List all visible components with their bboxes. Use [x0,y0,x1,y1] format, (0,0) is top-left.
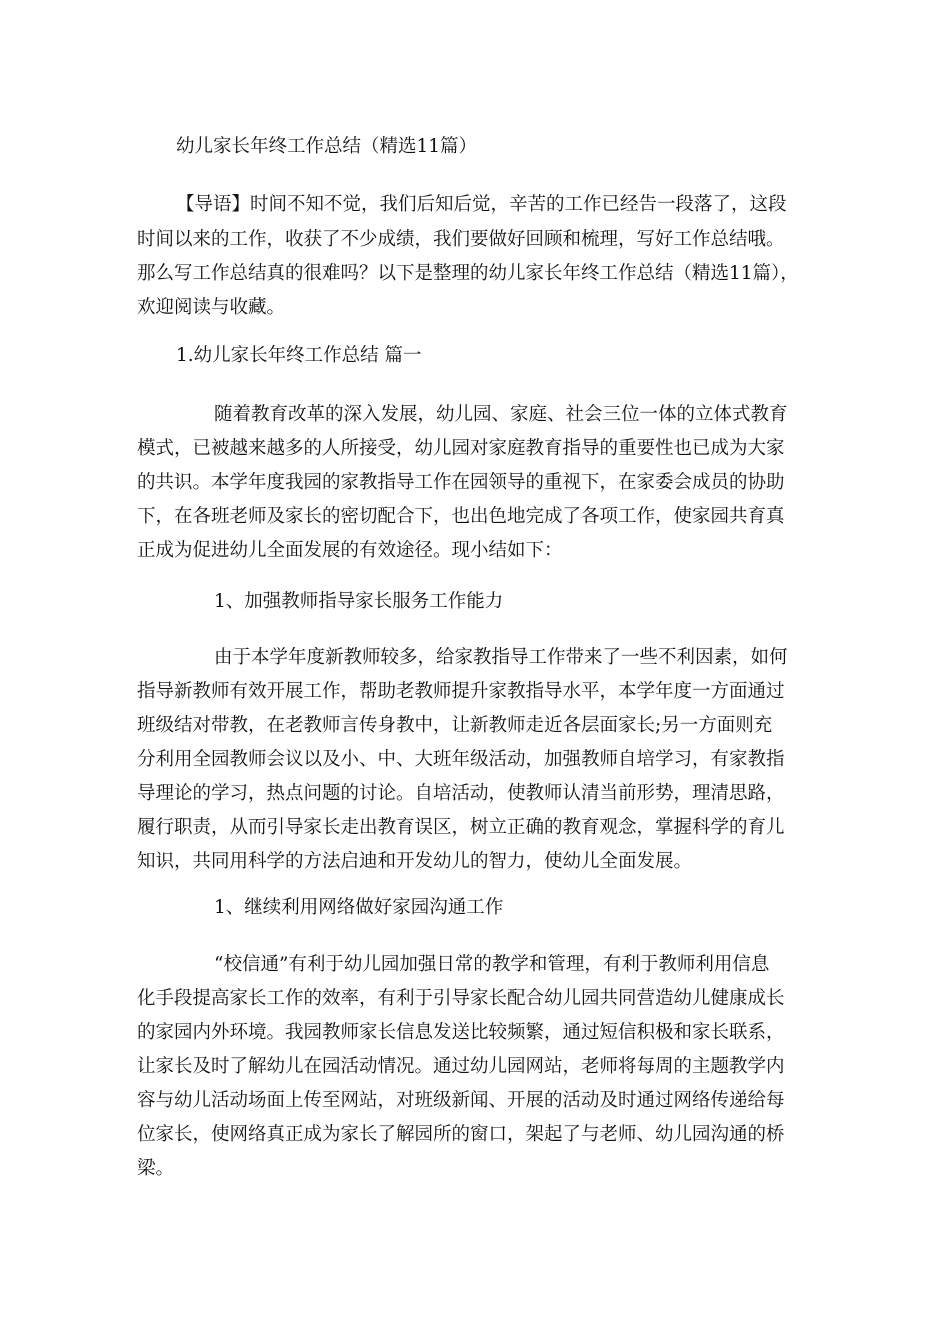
intro-line: 那么写工作总结真的很难吗？以下是整理的幼儿家长年终工作总结（精选11篇）， [137,263,799,284]
paragraph-line: 让家长及时了解幼儿在园活动情况。通过幼儿园网站，老师将每周的主题教学内 [137,1056,785,1077]
paragraph-line: 模式，已被越来越多的人所接受，幼儿园对家庭教育指导的重要性也已成为大家 [137,438,785,459]
paragraph-line: 导理论的学习，热点问题的讨论。自培活动，使教师认清当前形势，理清思路， [137,783,785,804]
paragraph-line: 的共识。本学年度我园的家教指导工作在园领导的重视下，在家委会成员的协助 [137,472,785,493]
paragraph-line: 知识，共同用科学的方法启迪和开发幼儿的智力，使幼儿全面发展。 [137,851,693,872]
paragraph-line: 容与幼儿活动场面上传至网站，对班级新闻、开展的活动及时通过网络传递给每 [137,1090,785,1111]
intro-line: 【导语】时间不知不觉，我们后知后觉，辛苦的工作已经告一段落了，这段 [176,194,787,215]
paragraph-line: “校信通”有利于幼儿园加强日常的教学和管理，有利于教师利用信息 [214,954,770,975]
paragraph-line: 履行职责，从而引导家长走出教育误区，树立正确的教育观念，掌握科学的育儿 [137,817,785,838]
intro-line: 欢迎阅读与收藏。 [137,297,286,318]
paragraph-line: 分利用全园教师会议以及小、中、大班年级活动，加强教师自培学习，有家教指 [137,749,785,770]
subheading-2: 1、继续利用网络做好家园沟通工作 [214,897,504,918]
section-heading: 1.幼儿家长年终工作总结 篇一 [176,345,422,366]
document-title: 幼儿家长年终工作总结（精选11篇） [176,136,478,157]
paragraph-line: 指导新教师有效开展工作，帮助老教师提升家教指导水平，本学年度一方面通过 [137,681,785,702]
paragraph-line: 的家园内外环境。我园教师家长信息发送比较频繁，通过短信积极和家长联系， [137,1022,785,1043]
intro-line: 时间以来的工作，收获了不少成绩，我们要做好回顾和梳理，写好工作总结哦。 [137,229,785,250]
paragraph-line: 化手段提高家长工作的效率，有利于引导家长配合幼儿园共同营造幼儿健康成长 [137,988,785,1009]
paragraph-line: 梁。 [137,1158,175,1179]
paragraph-line: 班级结对带教，在老教师言传身教中，让新教师走近各层面家长;另一方面则充 [137,715,773,736]
paragraph-line: 下，在各班老师及家长的密切配合下，也出色地完成了各项工作，使家园共育真 [137,506,785,527]
paragraph-line: 正成为促进幼儿全面发展的有效途径。现小结如下： [137,540,563,561]
paragraph-line: 位家长，使网络真正成为家长了解园所的窗口，架起了与老师、幼儿园沟通的桥 [137,1124,785,1145]
subheading-1: 1、加强教师指导家长服务工作能力 [214,591,504,612]
paragraph-line: 随着教育改革的深入发展，幼儿园、家庭、社会三位一体的立体式教育 [214,404,788,425]
paragraph-line: 由于本学年度新教师较多，给家教指导工作带来了一些不利因素，如何 [214,647,788,668]
